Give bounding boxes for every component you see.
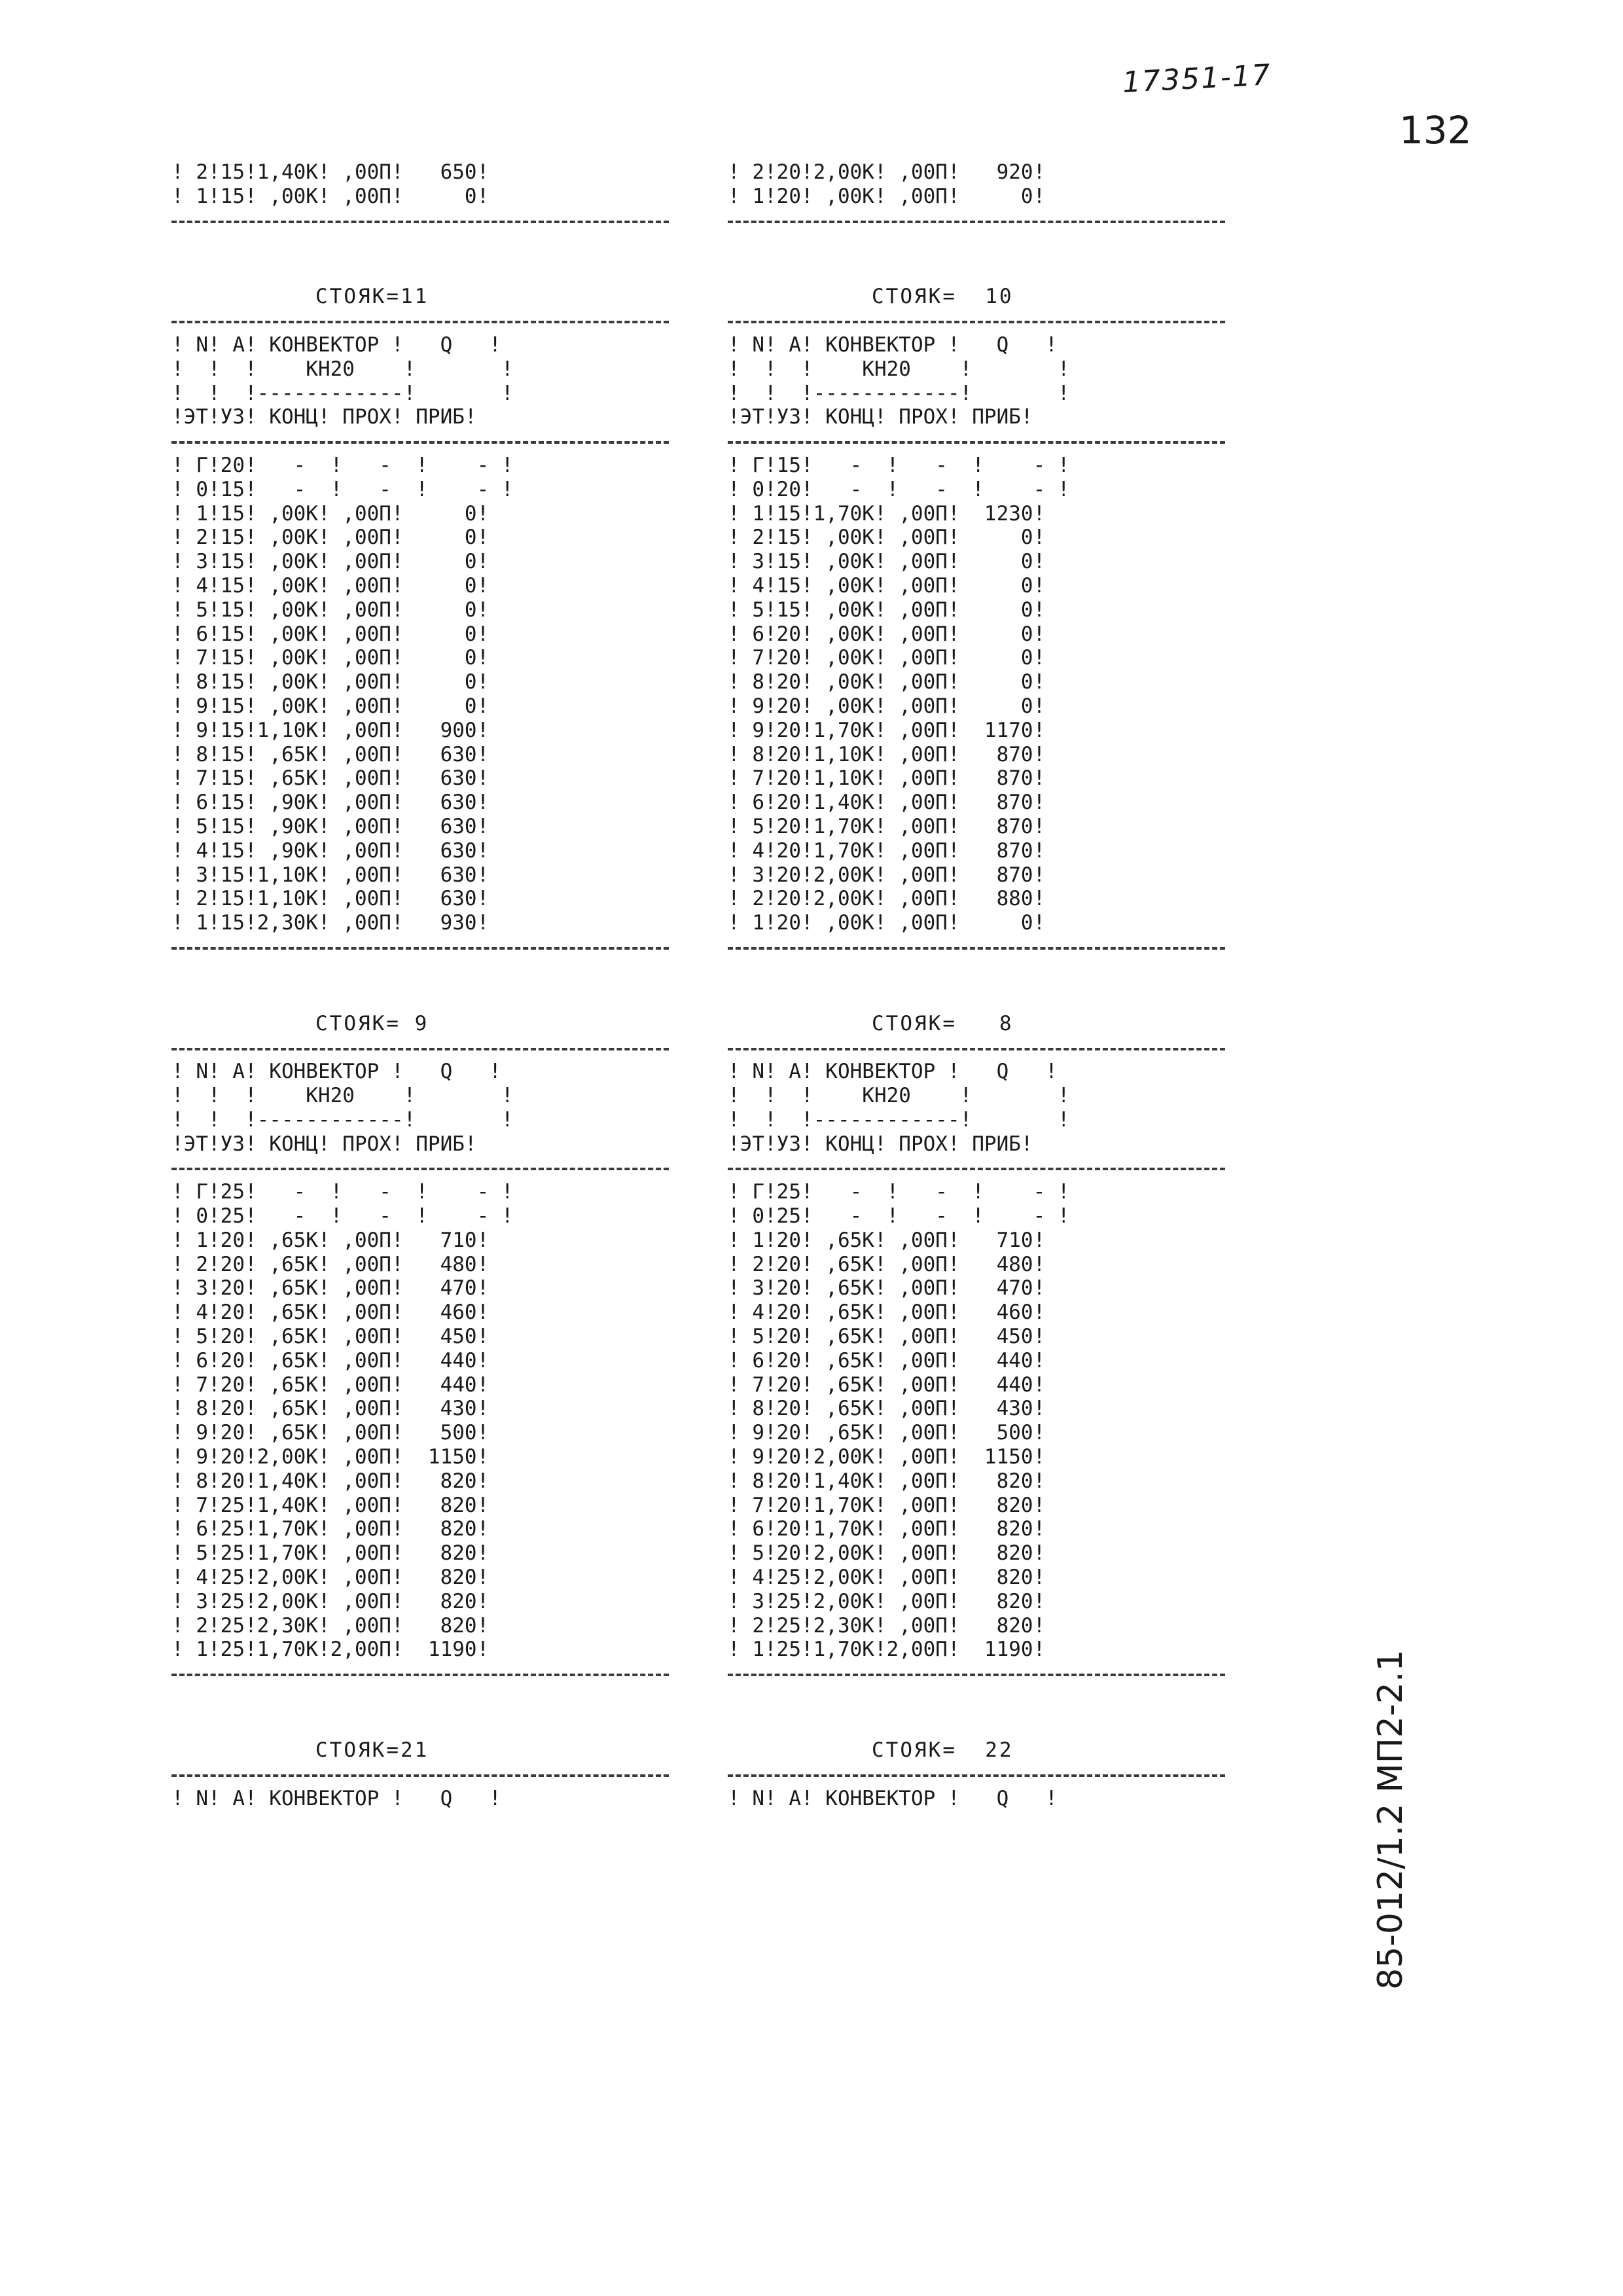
- table-row: ! 6!20! ,65К! ,00П! 440!: [171, 1348, 490, 1372]
- table-row: ! 9!20! ,00К! ,00П! 0!: [728, 694, 1046, 718]
- table-rule: [728, 309, 1225, 333]
- stoyak-11-table: [171, 285, 669, 959]
- table-row: ! 0!25! - ! - ! - !: [171, 1204, 514, 1229]
- table-body: [728, 454, 1225, 935]
- table-row: ! 5!15! ,00К! ,00П! 0!: [171, 598, 490, 622]
- table-header-row: ! ! !------------! !: [728, 1107, 1070, 1132]
- table-header-row: !ЭТ!УЗ! КОНЦ! ПРОХ! ПРИБ!: [171, 1132, 477, 1156]
- stoyak-9-table: [171, 1012, 669, 1686]
- table-row: ! 0!25! - ! - ! - !: [728, 1204, 1070, 1229]
- table-row: ! 9!20!2,00К! ,00П! 1150!: [728, 1445, 1046, 1469]
- table-row: ! 3!15! ,00К! ,00П! 0!: [171, 550, 490, 574]
- table-row: ! 6!20! ,65К! ,00П! 440!: [728, 1348, 1046, 1372]
- stoyak-title: СТОЯК= 8: [872, 1011, 1014, 1035]
- table-row: ! 2!15! ,00К! ,00П! 0!: [171, 526, 490, 550]
- table-rule: [171, 1763, 669, 1787]
- table-row: ! 3!25!2,00К! ,00П! 820!: [728, 1589, 1046, 1613]
- table-header-row: ! ! !------------! !: [171, 381, 514, 405]
- table-rule: [728, 1662, 1225, 1686]
- table-row: ! 4!15! ,00К! ,00П! 0!: [728, 573, 1046, 598]
- stoyak-title: СТОЯК= 10: [872, 285, 1014, 309]
- table-row: ! 6!15! ,00К! ,00П! 0!: [171, 622, 490, 646]
- stoyak-8-table: [728, 1012, 1225, 1686]
- table-row: ! 9!20! ,65К! ,00П! 500!: [171, 1421, 490, 1445]
- table-row: ! 1!20! ,00К! ,00П! 0!: [728, 911, 1046, 935]
- table-header-row: ! ! ! КН20 ! !: [171, 1084, 514, 1108]
- table-row: ! 8!20! ,65К! ,00П! 430!: [171, 1397, 490, 1421]
- table-row: ! 9!15!1,10К! ,00П! 900!: [171, 718, 490, 742]
- table-row: ! 4!25!2,00К! ,00П! 820!: [171, 1566, 490, 1590]
- table-rule: [171, 1662, 669, 1686]
- table-row: ! 1!25!1,70К!2,00П! 1190!: [728, 1638, 1046, 1662]
- table-row: ! 2!15!1,40К! ,00П! 650!: [171, 160, 490, 184]
- table-row: ! 8!15! ,65К! ,00П! 630!: [171, 742, 490, 766]
- table-row: ! 7!20!1,10К! ,00П! 870!: [728, 766, 1046, 791]
- table-row: ! 8!20!1,40К! ,00П! 820!: [728, 1469, 1046, 1493]
- table-row: ! 2!20!2,00К! ,00П! 880!: [728, 887, 1046, 911]
- stoyak-10-table: [728, 285, 1225, 959]
- table-row: ! 2!25!2,30К! ,00П! 820!: [171, 1613, 490, 1638]
- table-body: [728, 1180, 1225, 1662]
- table-row: ! 7!20! ,65К! ,00П! 440!: [171, 1372, 490, 1397]
- table-row: ! 7!25!1,40К! ,00П! 820!: [171, 1493, 490, 1517]
- table-header-row: ! N! А! КОНВЕКТОР ! Q !: [171, 332, 501, 357]
- table-rule: [171, 935, 669, 960]
- table-row: ! 9!20!2,00К! ,00П! 1150!: [171, 1445, 490, 1469]
- table-rule: [171, 209, 669, 233]
- left-column: [171, 160, 669, 1810]
- table-header-row: ! ! ! КН20 ! !: [728, 357, 1070, 381]
- table-row: ! 6!20!1,40К! ,00П! 870!: [728, 791, 1046, 815]
- table-row: ! 3!25!2,00К! ,00П! 820!: [171, 1589, 490, 1613]
- page-number: 132: [1399, 108, 1472, 152]
- table-rule: [171, 309, 669, 333]
- table-row: ! Г!25! - ! - ! - !: [728, 1180, 1070, 1204]
- table-row: ! Г!15! - ! - ! - !: [728, 453, 1070, 477]
- table-row: ! 1!15!1,70К! ,00П! 1230!: [728, 501, 1046, 526]
- table-row: ! 5!20! ,65К! ,00П! 450!: [728, 1325, 1046, 1349]
- table-row: ! 3!15!1,10К! ,00П! 630!: [171, 863, 490, 887]
- table-row: ! 1!15!2,30К! ,00П! 930!: [171, 911, 490, 935]
- top-right-fragment: [728, 160, 1225, 232]
- table-row: ! 0!15! - ! - ! - !: [171, 477, 514, 501]
- table-row: ! 2!20! ,65К! ,00П! 480!: [171, 1252, 490, 1276]
- table-row: ! 6!15! ,90К! ,00П! 630!: [171, 791, 490, 815]
- right-column: [728, 160, 1225, 1810]
- stoyak-21-table: [171, 1738, 669, 1810]
- table-row: ! 8!20! ,00К! ,00П! 0!: [728, 670, 1046, 694]
- table-header-row: ! ! ! КН20 ! !: [171, 357, 514, 381]
- table-body: [171, 1180, 669, 1662]
- table-row: ! 4!15! ,00К! ,00П! 0!: [171, 573, 490, 598]
- table-row: ! 4!25!2,00К! ,00П! 820!: [728, 1566, 1046, 1590]
- table-body: [171, 454, 669, 935]
- table-row: ! 5!15! ,00К! ,00П! 0!: [728, 598, 1046, 622]
- table-row: ! 9!15! ,00К! ,00П! 0!: [171, 694, 490, 718]
- table-row: ! Г!20! - ! - ! - !: [171, 453, 514, 477]
- table-row: ! 2!20!2,00К! ,00П! 920!: [728, 160, 1046, 184]
- side-document-code: 85-012/1.2 МП2-2.1: [1371, 1649, 1410, 1990]
- document-number: 17351-17: [1121, 58, 1273, 99]
- table-row: ! 3!15! ,00К! ,00П! 0!: [728, 550, 1046, 574]
- table-row: ! 3!20!2,00К! ,00П! 870!: [728, 863, 1046, 887]
- table-header-row: !ЭТ!УЗ! КОНЦ! ПРОХ! ПРИБ!: [171, 405, 477, 429]
- table-rule: [171, 1156, 669, 1180]
- table-row: ! 5!15! ,90К! ,00П! 630!: [171, 814, 490, 838]
- table-row: ! 1!15! ,00К! ,00П! 0!: [171, 184, 490, 208]
- table-rule: [728, 1763, 1225, 1787]
- table-row: ! 3!20! ,65К! ,00П! 470!: [728, 1276, 1046, 1300]
- stoyak-title: СТОЯК=21: [315, 1738, 429, 1763]
- table-row: ! 4!20! ,65К! ,00П! 460!: [171, 1300, 490, 1325]
- table-row: ! 1!20! ,65К! ,00П! 710!: [728, 1228, 1046, 1252]
- table-rule: [728, 1156, 1225, 1180]
- stoyak-title: СТОЯК= 22: [872, 1738, 1014, 1763]
- table-row: ! 9!20! ,65К! ,00П! 500!: [728, 1421, 1046, 1445]
- table-row: ! 7!15! ,00К! ,00П! 0!: [171, 646, 490, 670]
- table-rule: [728, 1036, 1225, 1060]
- table-rule: [728, 935, 1225, 960]
- table-row: ! 6!25!1,70К! ,00П! 820!: [171, 1517, 490, 1541]
- table-header-row: ! N! А! КОНВЕКТОР ! Q !: [171, 1786, 501, 1810]
- top-left-fragment: [171, 160, 669, 232]
- table-row: ! 2!20! ,65К! ,00П! 480!: [728, 1252, 1046, 1276]
- table-row: ! 2!15!1,10К! ,00П! 630!: [171, 887, 490, 911]
- table-row: ! 8!20!1,40К! ,00П! 820!: [171, 1469, 490, 1493]
- table-header-row: ! N! А! КОНВЕКТОР ! Q !: [728, 332, 1058, 357]
- table-row: ! 6!20! ,00К! ,00П! 0!: [728, 622, 1046, 646]
- table-row: ! 5!20! ,65К! ,00П! 450!: [171, 1325, 490, 1349]
- table-row: ! 5!20!1,70К! ,00П! 870!: [728, 814, 1046, 838]
- table-rule: [171, 1036, 669, 1060]
- table-row: ! 0!20! - ! - ! - !: [728, 477, 1070, 501]
- table-row: ! 6!20!1,70К! ,00П! 820!: [728, 1517, 1046, 1541]
- table-rule: [171, 429, 669, 454]
- table-row: ! 5!25!1,70К! ,00П! 820!: [171, 1541, 490, 1566]
- table-row: ! 7!15! ,65К! ,00П! 630!: [171, 766, 490, 791]
- stoyak-title: СТОЯК= 9: [315, 1011, 429, 1035]
- table-row: ! 9!20!1,70К! ,00П! 1170!: [728, 718, 1046, 742]
- table-rule: [728, 209, 1225, 233]
- table-row: ! 8!20!1,10К! ,00П! 870!: [728, 742, 1046, 766]
- table-row: ! 7!20!1,70К! ,00П! 820!: [728, 1493, 1046, 1517]
- table-row: ! 3!20! ,65К! ,00П! 470!: [171, 1276, 490, 1300]
- table-row: ! 4!20!1,70К! ,00П! 870!: [728, 838, 1046, 863]
- table-header-row: ! N! А! КОНВЕКТОР ! Q !: [728, 1060, 1058, 1084]
- table-header-row: ! N! А! КОНВЕКТОР ! Q !: [728, 1786, 1058, 1810]
- table-row: ! 7!20! ,00К! ,00П! 0!: [728, 646, 1046, 670]
- table-row: ! 2!15! ,00К! ,00П! 0!: [728, 526, 1046, 550]
- table-header-row: ! ! !------------! !: [728, 381, 1070, 405]
- stoyak-22-table: [728, 1738, 1225, 1810]
- table-row: ! 1!20! ,00К! ,00П! 0!: [728, 184, 1046, 208]
- table-row: ! 4!15! ,90К! ,00П! 630!: [171, 838, 490, 863]
- table-row: ! 2!25!2,30К! ,00П! 820!: [728, 1613, 1046, 1638]
- table-row: ! 5!20!2,00К! ,00П! 820!: [728, 1541, 1046, 1566]
- table-header-row: ! ! !------------! !: [171, 1107, 514, 1132]
- table-header-row: ! ! ! КН20 ! !: [728, 1084, 1070, 1108]
- table-row: ! 1!15! ,00К! ,00П! 0!: [171, 501, 490, 526]
- table-row: ! 8!20! ,65К! ,00П! 430!: [728, 1397, 1046, 1421]
- table-row: ! 8!15! ,00К! ,00П! 0!: [171, 670, 490, 694]
- table-row: ! Г!25! - ! - ! - !: [171, 1180, 514, 1204]
- table-header-row: ! N! А! КОНВЕКТОР ! Q !: [171, 1060, 501, 1084]
- table-row: ! 1!25!1,70К!2,00П! 1190!: [171, 1638, 490, 1662]
- table-rule: [728, 429, 1225, 454]
- table-header-row: !ЭТ!УЗ! КОНЦ! ПРОХ! ПРИБ!: [728, 405, 1033, 429]
- table-row: ! 7!20! ,65К! ,00П! 440!: [728, 1372, 1046, 1397]
- table-header-row: !ЭТ!УЗ! КОНЦ! ПРОХ! ПРИБ!: [728, 1132, 1033, 1156]
- table-row: ! 1!20! ,65К! ,00П! 710!: [171, 1228, 490, 1252]
- table-row: ! 4!20! ,65К! ,00П! 460!: [728, 1300, 1046, 1325]
- stoyak-title: СТОЯК=11: [315, 285, 429, 309]
